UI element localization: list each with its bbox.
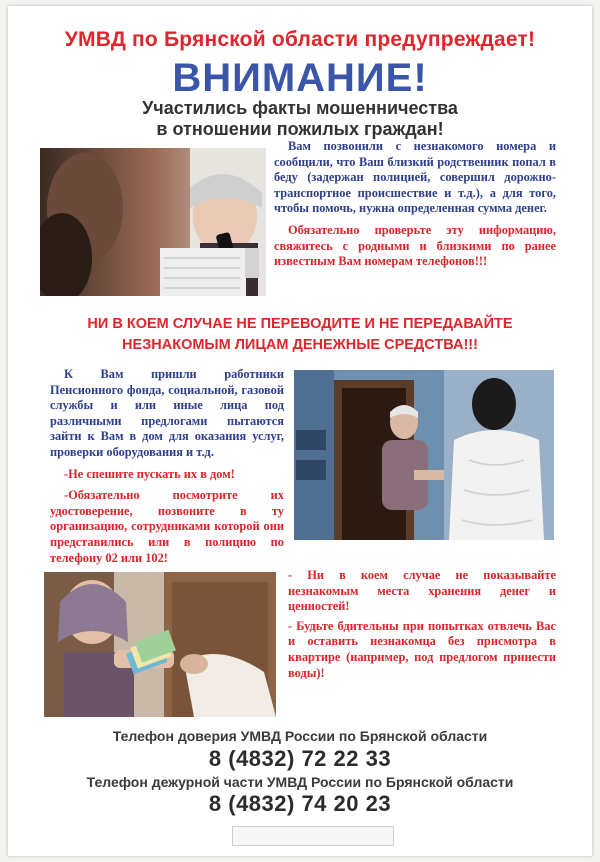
block3-paragraph-2: - Будьте бдительны при попытках отвлечь Вас и оставить незнакомца без присмотра в квартире (например, под предлогом принести воды)!	[288, 618, 556, 680]
block2-paragraph-2: -Не спешите пускать их в дом!	[64, 466, 235, 481]
hotline-number: 8 (4832) 72 22 33	[208, 746, 392, 771]
subtitle-line-1: Участились факты мошенничества	[142, 98, 458, 118]
block2-paragraph-1: К Вам пришли работники Пенсионного фонда, социальной, газовой службы и или иные лица под различными предлогами пытаются зайти к Вам в дом для оказания услуг, проверки оборудования и т.д.	[50, 367, 284, 459]
block2-paragraph-3: -Обязательно посмотрите их удостоверение, позвоните в ту организацию, сотрудниками которой они представились или в полицию по телефону 02 или 102!	[50, 488, 284, 565]
warning-heading: УМВД по Брянской области предупреждает!	[64, 28, 536, 51]
banner-warning	[8, 314, 592, 356]
block1-paragraph-2: Обязательно проверьте эту информацию, свяжитесь с родными и близкими по ранее известным Вам номерам телефонов!!!	[274, 222, 556, 269]
photo-woman-on-phone	[40, 148, 266, 296]
hotline-label: Телефон доверия УМВД России по Брянской области	[112, 728, 488, 744]
block3-text	[288, 568, 556, 681]
banner-line-1: НИ В КОЕМ СЛУЧАЕ НЕ ПЕРЕВОДИТЕ И НЕ ПЕРЕДАВАЙТЕ	[87, 316, 513, 332]
leaflet-page	[8, 6, 592, 856]
block3-paragraph-1: - Ни в коем случае не показывайте незнакомым места хранения денег и ценностей!	[288, 568, 556, 614]
duty-number: 8 (4832) 74 20 23	[208, 791, 392, 816]
block1-text	[274, 139, 556, 270]
photo-money-handover	[44, 572, 276, 717]
block1-paragraph-1: Вам позвонили с незнакомого номера и сообщили, что Ваш близкий родственник попал в беду (задержан полицией, совершил дорожно-транспортное происшествие и т.д.), а для того, чтобы помочь, нужна определенная сумма денег.	[274, 139, 556, 216]
attention-heading: ВНИМАНИЕ!	[172, 56, 428, 100]
banner-line-2: НЕЗНАКОМЫМ ЛИЦАМ ДЕНЕЖНЫЕ СРЕДСТВА!!!	[122, 337, 478, 353]
print-mark	[232, 826, 394, 846]
block2-text	[50, 367, 284, 566]
subtitle	[8, 98, 592, 140]
subtitle-line-2: в отношении пожилых граждан!	[156, 119, 444, 139]
photo-visitor-at-door	[294, 370, 554, 540]
duty-label: Телефон дежурной части УМВД России по Брянской области	[86, 774, 514, 790]
